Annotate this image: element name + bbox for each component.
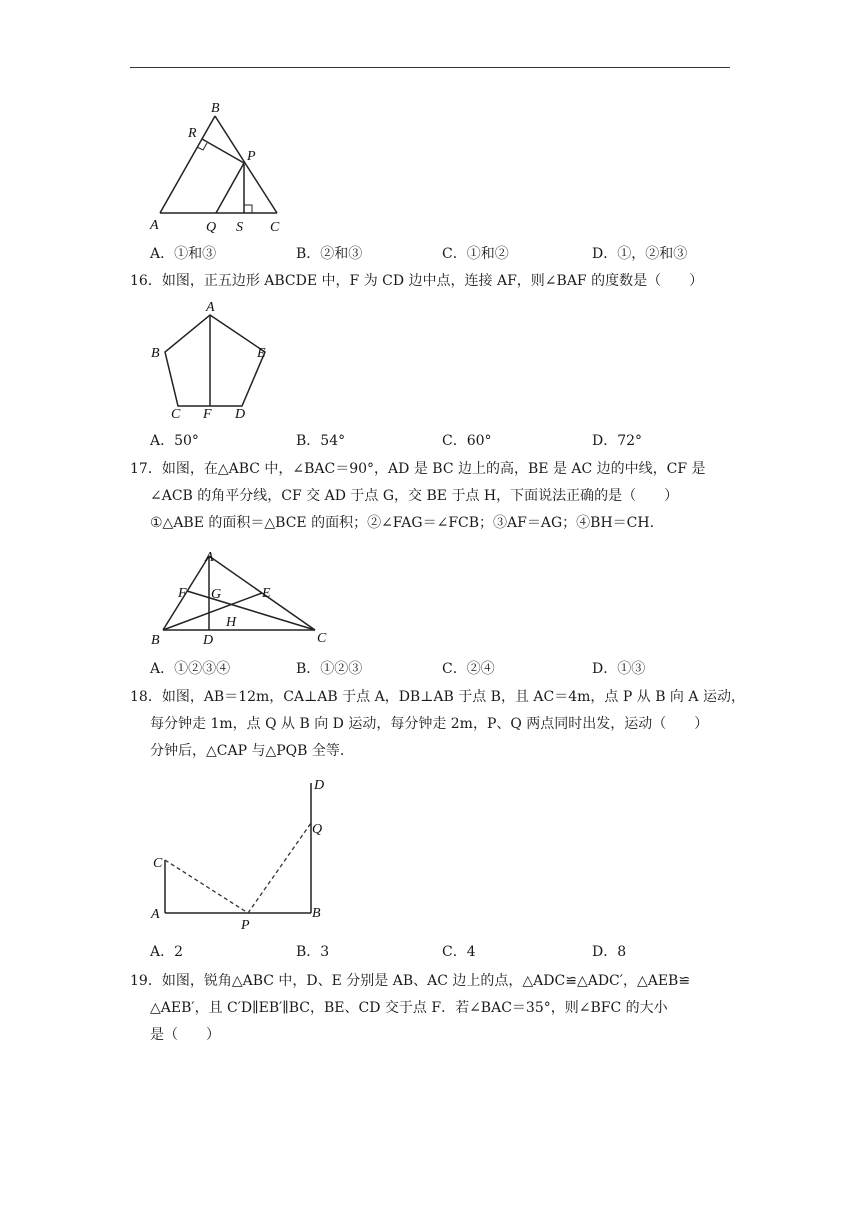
option-a[interactable]: A．2 xyxy=(150,944,184,960)
label-c: C xyxy=(153,856,163,871)
label-e: E xyxy=(262,586,271,601)
segment-pq xyxy=(216,163,244,213)
stem-line: 分钟后，△CAP 与△PQB 全等. xyxy=(150,743,345,759)
option-b[interactable]: B．①②③ xyxy=(296,661,363,677)
option-a[interactable]: A．①和③ xyxy=(150,246,217,262)
label-d: D xyxy=(314,778,325,793)
stem-line: ∠ACB 的角平分线，CF 交 AD 于点 G，交 BE 于点 H，下面说法正确的是（ ） xyxy=(150,488,679,504)
q17-figure xyxy=(145,548,335,648)
q19-stem xyxy=(130,968,730,1049)
label-p: P xyxy=(241,918,250,933)
label-q: Q xyxy=(312,822,323,837)
label-b: B xyxy=(312,906,321,921)
label-d: D xyxy=(203,633,214,648)
option-c[interactable]: C．4 xyxy=(442,944,476,960)
q17-options xyxy=(150,658,750,680)
option-b[interactable]: B．②和③ xyxy=(296,246,363,262)
stem-line: 19．如图，锐角△ABC 中，D、E 分别是 AB、AC 边上的点，△ADC≌△ADC′，△AEB≌ xyxy=(130,973,691,989)
stem-line: 16．如图，正五边形 ABCDE 中，F 为 CD 边中点，连接 AF，则∠BAF 的度数是（ ） xyxy=(130,273,704,289)
stem-line: ①△ABE 的面积＝△BCE 的面积；②∠FAG＝∠FCB；③AF＝AG；④BH＝CH. xyxy=(150,515,655,531)
q18-figure xyxy=(145,775,340,935)
label-c: C xyxy=(270,220,280,235)
label-c: C xyxy=(171,407,181,422)
label-a: A xyxy=(151,907,160,922)
header-rule xyxy=(130,67,730,68)
option-d[interactable]: D．①③ xyxy=(592,661,646,677)
stem-line: 是（ ） xyxy=(150,1027,220,1043)
q18-stem xyxy=(130,684,745,765)
option-a[interactable]: A．50° xyxy=(150,433,199,449)
stem-line: 18．如图，AB＝12m，CA⊥AB 于点 A，DB⊥AB 于点 B，且 AC＝4m，点 P 从 B 向 A 运动， xyxy=(130,689,745,705)
option-d[interactable]: D．①，②和③ xyxy=(592,246,688,262)
option-a[interactable]: A．①②③④ xyxy=(150,661,231,677)
segment-pq xyxy=(248,823,311,913)
q15-options xyxy=(150,243,750,265)
q16-stem xyxy=(130,268,730,295)
pentagon-abcde xyxy=(165,315,265,406)
label-q: Q xyxy=(206,220,217,235)
option-c[interactable]: C．60° xyxy=(442,433,492,449)
stem-line: 17．如图，在△ABC 中，∠BAC＝90°，AD 是 BC 边上的高，BE 是 AC 边的中线，CF 是 xyxy=(130,461,706,477)
label-f: F xyxy=(178,586,187,601)
option-b[interactable]: B．3 xyxy=(296,944,330,960)
q18-options xyxy=(150,941,750,963)
q17-stem xyxy=(130,456,730,537)
label-a: A xyxy=(205,550,214,565)
label-b: B xyxy=(151,633,160,648)
label-c: C xyxy=(317,631,327,646)
stem-line: △AEB′，且 C′D∥EB′∥BC，BE、CD 交于点 F．若∠BAC＝35°，则∠BFC 的大小 xyxy=(150,1000,668,1016)
label-s: S xyxy=(236,220,243,235)
label-r: R xyxy=(188,126,197,141)
label-b: B xyxy=(151,346,160,361)
label-p: P xyxy=(247,149,256,164)
label-d: D xyxy=(235,407,246,422)
label-f: F xyxy=(203,407,212,422)
right-angle-s xyxy=(244,205,252,213)
q16-figure xyxy=(145,300,280,425)
label-h: H xyxy=(226,615,237,630)
label-g: G xyxy=(211,587,222,602)
option-d[interactable]: D．8 xyxy=(592,944,627,960)
stem-line: 每分钟走 1m，点 Q 从 B 向 D 运动，每分钟走 2m，P、Q 两点同时出发，运动（ ） xyxy=(150,716,709,732)
label-a: A xyxy=(206,300,215,315)
label-b: B xyxy=(211,101,220,116)
label-a: A xyxy=(150,218,159,233)
option-b[interactable]: B．54° xyxy=(296,433,346,449)
option-d[interactable]: D．72° xyxy=(592,433,643,449)
option-c[interactable]: C．①和② xyxy=(442,246,509,262)
option-c[interactable]: C．②④ xyxy=(442,661,495,677)
q16-options xyxy=(150,430,750,452)
q15-figure xyxy=(140,96,300,241)
segment-cp xyxy=(165,860,248,913)
label-e: E xyxy=(257,346,266,361)
